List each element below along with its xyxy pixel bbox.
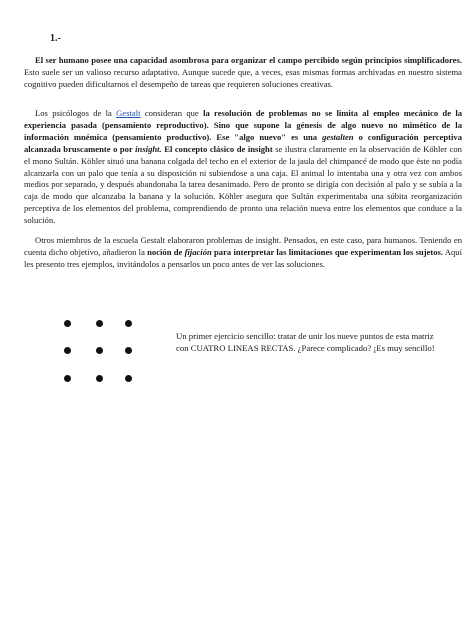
dot: [96, 320, 103, 327]
dot: [64, 375, 71, 382]
gestalt-text-1: Los psicólogos de la: [35, 108, 117, 118]
paragraph-gestalt: [24, 108, 462, 227]
dot: [96, 347, 103, 354]
paragraph-insight-problems: [24, 235, 462, 271]
dot: [96, 375, 103, 382]
gestalt-link[interactable]: Gestalt: [116, 108, 141, 118]
gestalt-bold-2: o configuración perceptiva alcanzada bruscamente o por: [24, 131, 462, 154]
exercise-instructions: Un primer ejercicio sencillo: tratar de unir los nueve puntos de esta matriz con CUATRO LINEAS RECTAS. ¿Parece complicado? ¡Es muy sencillo!: [176, 331, 435, 353]
insight-bold-2: para interpretar las limitaciones que experimentan los sujetos.: [211, 246, 444, 257]
gestalt-bold-italic-2: insight.: [135, 143, 162, 154]
insight-text-1: Otros miembros de la escuela Gestalt elaboraron problemas de insight. Pensados, en este caso, para humanos. Teniendo en cuenta dicho objetivo, añadieron la: [24, 235, 462, 257]
gestalt-bold-3: El concepto clásico de insight: [164, 143, 273, 154]
insight-text-2: Aquí les presento tres ejemplos, invitándolos a pensarlos un poco antes de ver las soluciones.: [24, 246, 462, 269]
dot: [125, 320, 132, 327]
dot: [125, 347, 132, 354]
intro-text: Esto suele ser un valioso recurso adaptativo. Aunque sucede que, a veces, esas mismas formas archivadas en nuestro sistema cognitivo pueden dificultarnos el desempeño de tareas que requieren soluciones creativas.: [24, 66, 462, 89]
dot: [64, 320, 71, 327]
gestalt-bold-1: la resolución de problemas no se limita al empleo mecánico de la experiencia pasada (pensamiento reproductivo). Sino que supone la génesis de algo nuevo no mimético de la información mnémica (pensamiento productivo). Ese "algo nuevo" es una: [24, 108, 463, 142]
dot: [125, 375, 132, 382]
gestalt-text-4: se ilustra claramente en la observación de Köhler con el mono Sultán. Köhler situó una banana colgada del techo en el exterior de la jaula del chimpancé de modo que éste no podía alcanzarla con un palo que tenía a su disposición ni subiendose a una caja. El animal lo intentaba una y otra vez con ambos medios por separado, y después abandonaba la tarea desanimado. Pero de pronto se dirigía con decisión al palo y se subía a la caja de modo que alcanzaba la banana y la solución. Köhler asegura que Sultán experimentaba una súbita reorganización perceptiva de los elementos del problema, comprendiendo de pronto una relación nueva entre los elementos que conduce a la solución.: [24, 143, 462, 226]
intro-bold-text: El ser humano posee una capacidad asombrosa para organizar el campo percibido según principios simplificadores.: [35, 55, 462, 65]
gestalt-bold-italic-1: gestalten: [322, 131, 354, 142]
insight-bold-italic: fijación: [184, 246, 212, 257]
paragraph-intro: [24, 55, 462, 91]
section-number: 1.-: [50, 33, 61, 44]
insight-bold-1: noción de: [147, 246, 185, 257]
gestalt-text-2: consideran que: [140, 108, 204, 118]
nine-dot-matrix: [64, 320, 134, 382]
dot: [64, 347, 71, 354]
